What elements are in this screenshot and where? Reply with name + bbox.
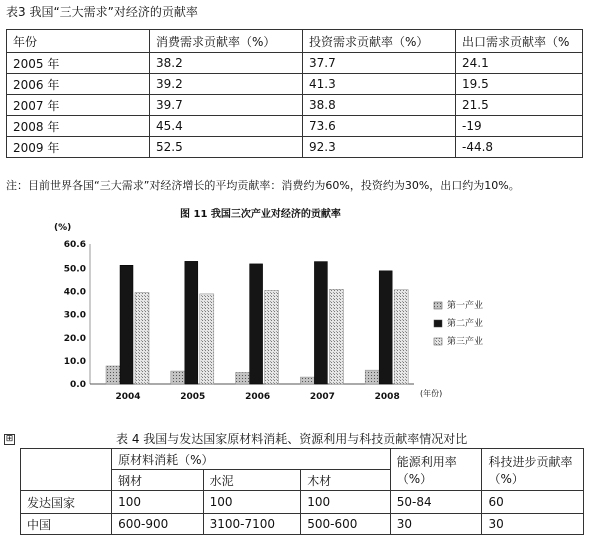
- cell-export: 24.1: [456, 53, 583, 74]
- cell-energy: 30: [390, 514, 482, 535]
- header-materials: 原材料消耗（%）: [112, 449, 391, 470]
- cell-consumption: 39.2: [150, 74, 303, 95]
- bar-第三产业-2006: [265, 290, 279, 384]
- bar-第二产业-2007: [314, 262, 327, 384]
- table-row: [21, 491, 584, 514]
- bar-第一产业-2008: [365, 370, 379, 384]
- y-tick-label: 20.0: [63, 333, 86, 344]
- subheader-steel: 钢材: [112, 470, 204, 491]
- bar-第三产业-2007: [329, 289, 343, 384]
- header-year: 年份: [7, 30, 150, 53]
- cell-investment: 92.3: [303, 137, 456, 158]
- header-investment: 投资需求贡献率（%）: [303, 30, 456, 53]
- cell-year: 2005 年: [7, 53, 150, 74]
- bar-第三产业-2005: [200, 294, 214, 384]
- cell-investment: 37.7: [303, 53, 456, 74]
- legend-swatch: [434, 302, 442, 309]
- subheader-timber: 木材: [301, 470, 391, 491]
- legend-label: 第一产业: [447, 301, 484, 311]
- cell-steel: 100: [112, 491, 204, 514]
- x-tick-label: 2006: [245, 392, 271, 402]
- cell-year: 2008 年: [7, 116, 150, 137]
- x-tick-label: 2004: [115, 392, 141, 402]
- cell-year: 2007 年: [7, 95, 150, 116]
- x-tick-label: 2008: [374, 392, 400, 402]
- demand-contribution-table: [6, 29, 583, 158]
- table-row: [7, 137, 583, 158]
- table3-note: 注：目前世界各国“三大需求”对经济增长的平均贡献率：消费约为60%，投资约为30%，出口约为10%。: [6, 179, 520, 192]
- bar-第二产业-2006: [250, 264, 263, 384]
- table-anchor-icon[interactable]: ⊞: [5, 434, 14, 444]
- bar-第二产业-2008: [379, 271, 392, 384]
- cell-cement: 3100-7100: [203, 514, 301, 535]
- table-header-row: [7, 30, 583, 53]
- industry-contribution-chart: [52, 206, 552, 410]
- x-tick-label: 2005: [180, 392, 206, 402]
- cell-consumption: 45.4: [150, 116, 303, 137]
- row-name: 发达国家: [21, 491, 112, 514]
- y-axis-label: (%): [54, 223, 72, 233]
- bar-第二产业-2005: [185, 261, 198, 384]
- table-row: [7, 116, 583, 137]
- row-name: 中国: [21, 514, 112, 535]
- table-row: [7, 74, 583, 95]
- bar-第一产业-2004: [106, 366, 120, 384]
- legend-label: 第二产业: [447, 319, 484, 329]
- cell-year: 2006 年: [7, 74, 150, 95]
- resource-comparison-table: [20, 448, 584, 535]
- cell-export: -19: [456, 116, 583, 137]
- cell-year: 2009 年: [7, 137, 150, 158]
- table-row: [21, 514, 584, 535]
- header-tech: 科技进步贡献率（%）: [482, 449, 584, 491]
- cell-tech: 60: [482, 491, 584, 514]
- header-blank: [21, 449, 112, 491]
- y-tick-label: 30.0: [63, 310, 86, 321]
- bar-第一产业-2007: [300, 377, 314, 384]
- table3-caption: 表3 我国“三大需求”对经济的贡献率: [6, 5, 198, 19]
- header-export: 出口需求贡献率（%: [456, 30, 583, 53]
- y-tick-label: 40.0: [63, 287, 86, 298]
- chart-title: 图 11 我国三次产业对经济的贡献率: [180, 209, 341, 220]
- cell-export: 19.5: [456, 74, 583, 95]
- x-tick-label: 2007: [309, 392, 335, 402]
- y-tick-label: 0.0: [70, 380, 86, 390]
- legend-swatch: [434, 338, 442, 345]
- bar-第一产业-2005: [171, 371, 185, 384]
- cell-timber: 500-600: [301, 514, 391, 535]
- x-axis-label: (年份): [420, 389, 443, 398]
- legend-label: 第三产业: [447, 337, 484, 347]
- table-header-row: [21, 449, 584, 470]
- y-tick-label: 10.0: [63, 356, 86, 367]
- bar-第二产业-2004: [120, 265, 133, 384]
- cell-export: -44.8: [456, 137, 583, 158]
- cell-consumption: 38.2: [150, 53, 303, 74]
- cell-cement: 100: [203, 491, 301, 514]
- bar-第三产业-2008: [394, 290, 408, 384]
- y-tick-label: 50.0: [63, 264, 86, 275]
- table4-caption: 表 4 我国与发达国家原材料消耗、资源利用与科技贡献率情况对比: [116, 432, 468, 446]
- cell-steel: 600-900: [112, 514, 204, 535]
- table-row: [7, 53, 583, 74]
- cell-investment: 41.3: [303, 74, 456, 95]
- y-tick-label: 60.6: [63, 240, 86, 250]
- cell-investment: 38.8: [303, 95, 456, 116]
- bar-第一产业-2006: [236, 372, 250, 384]
- cell-tech: 30: [482, 514, 584, 535]
- cell-investment: 73.6: [303, 116, 456, 137]
- cell-energy: 50-84: [390, 491, 482, 514]
- table-row: [7, 95, 583, 116]
- cell-export: 21.5: [456, 95, 583, 116]
- cell-consumption: 39.7: [150, 95, 303, 116]
- header-consumption: 消费需求贡献率（%）: [150, 30, 303, 53]
- header-energy: 能源利用率（%）: [390, 449, 482, 491]
- cell-timber: 100: [301, 491, 391, 514]
- legend-swatch: [434, 320, 442, 327]
- cell-consumption: 52.5: [150, 137, 303, 158]
- bar-第三产业-2004: [135, 293, 149, 384]
- subheader-cement: 水泥: [203, 470, 301, 491]
